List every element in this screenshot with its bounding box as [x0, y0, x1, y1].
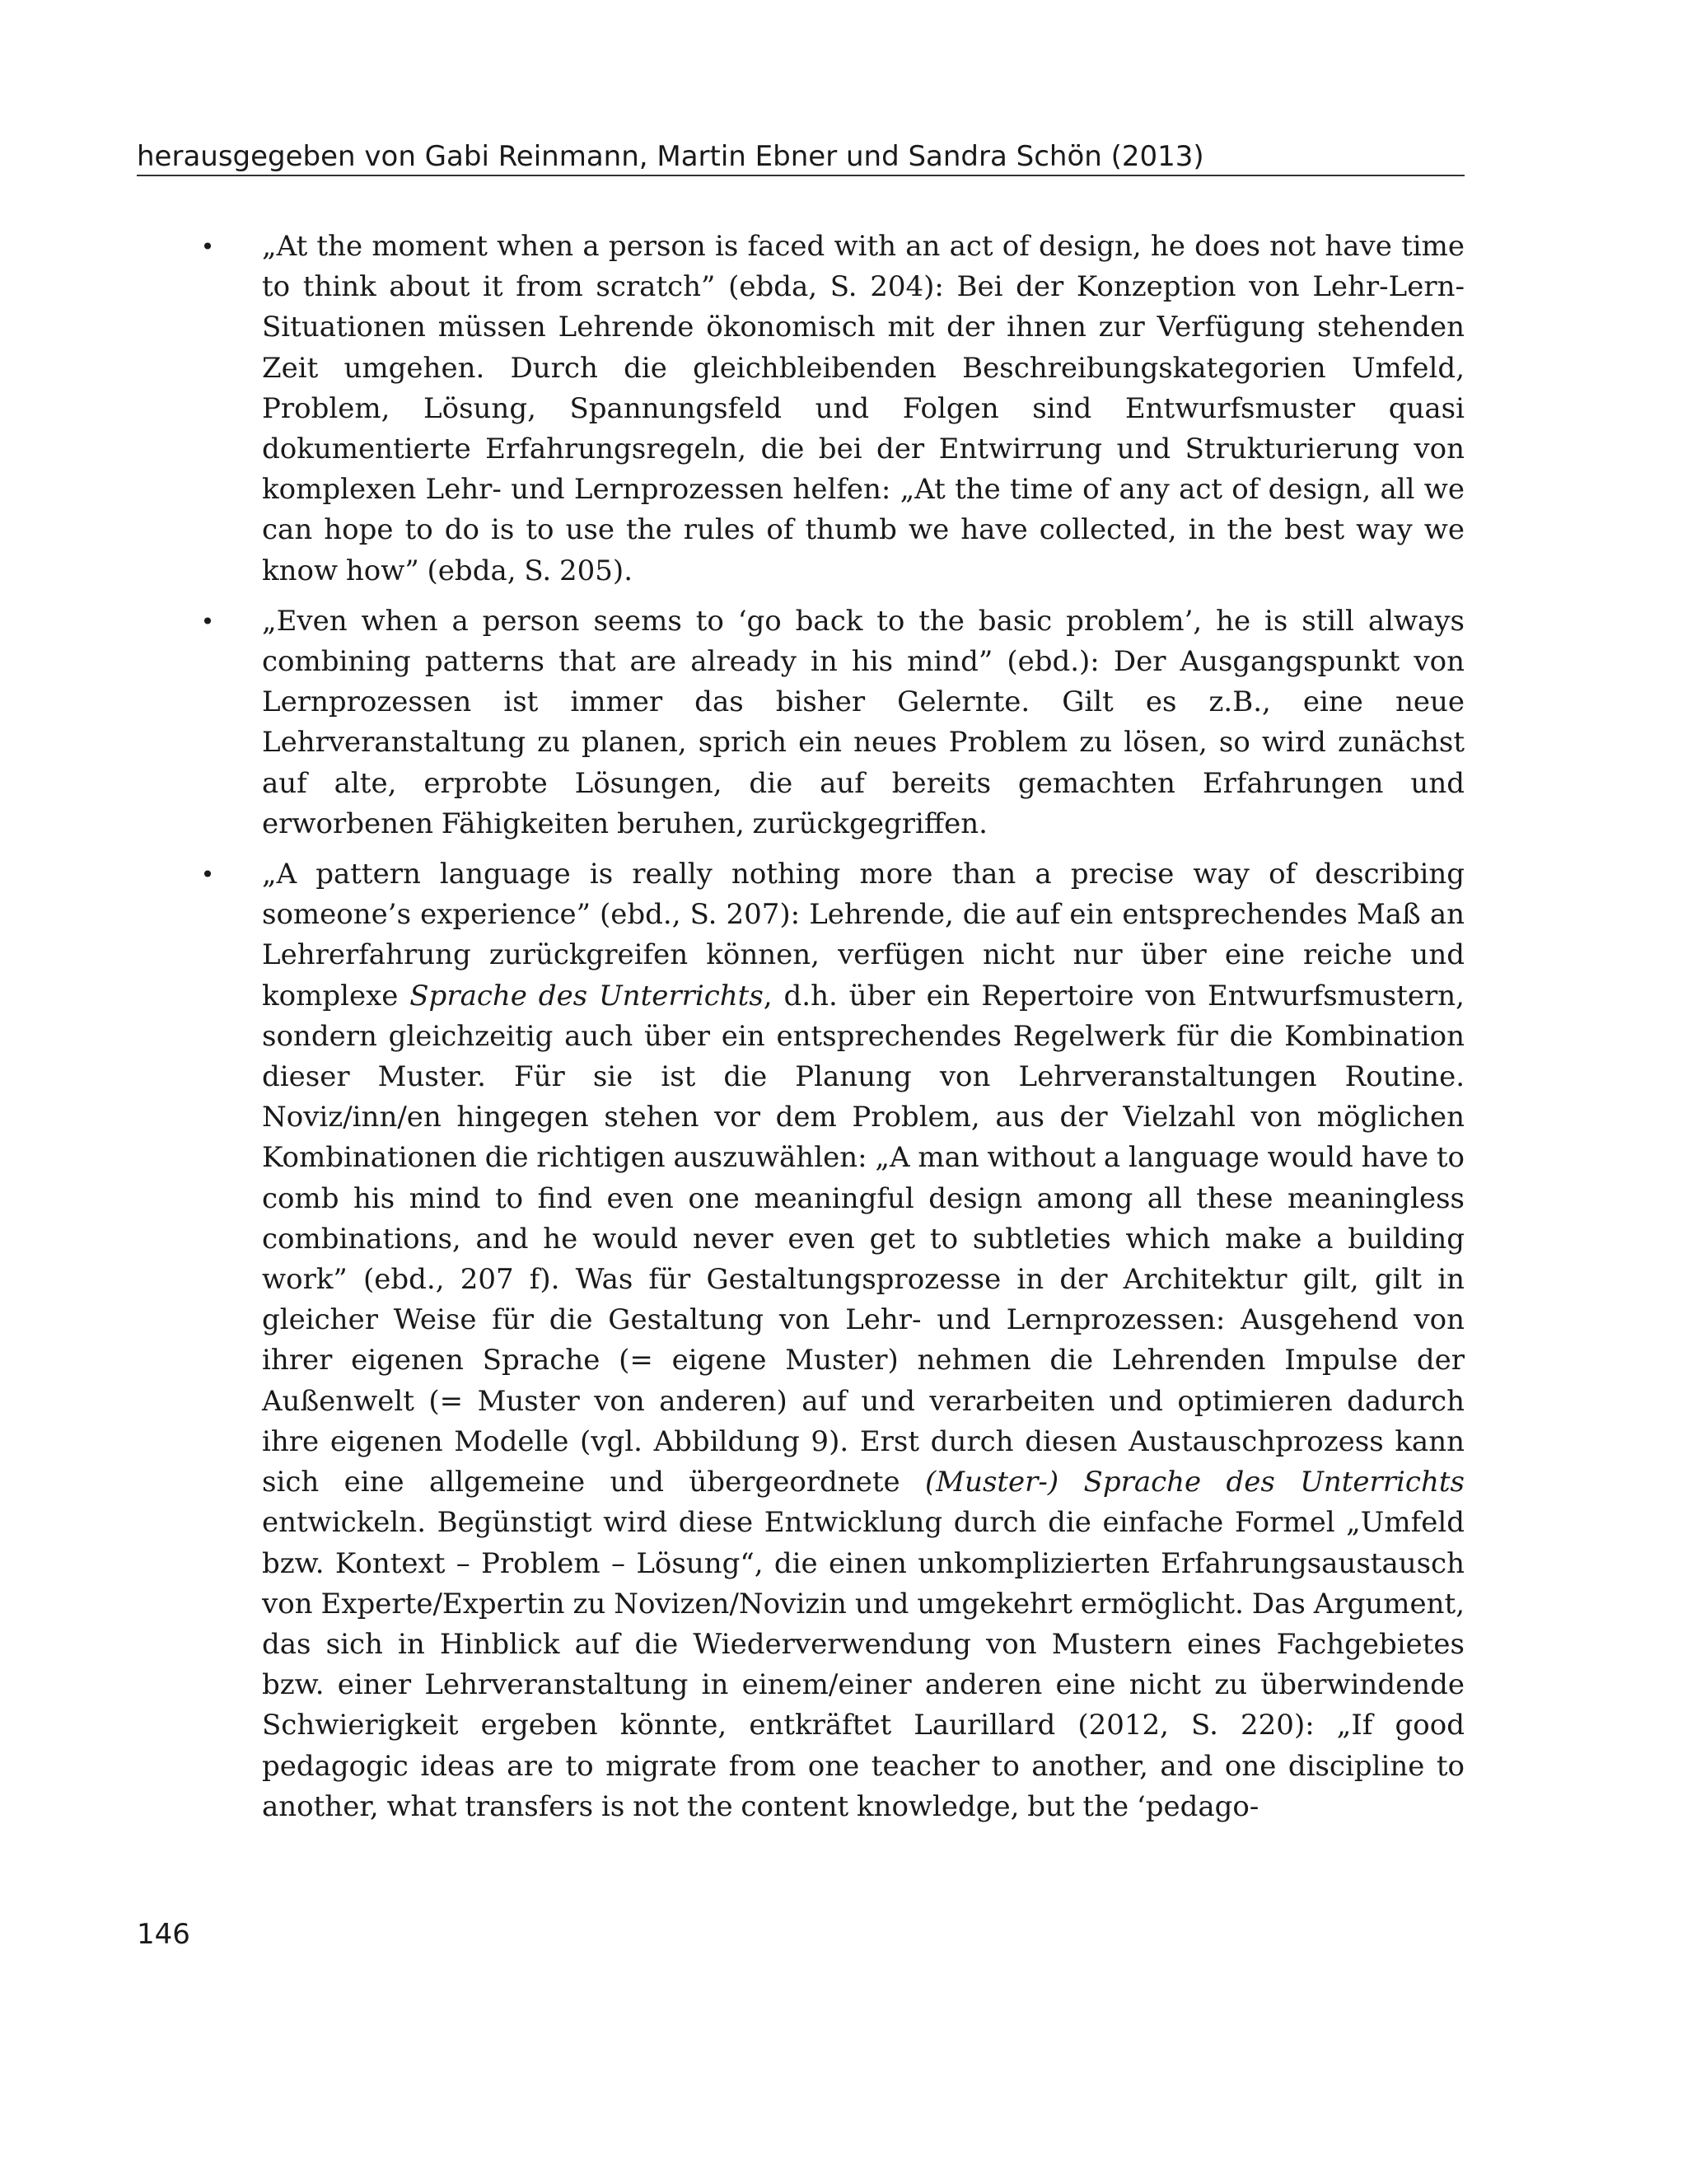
page-number: 146	[137, 1918, 190, 1951]
bullet-text: „Even when a person seems to ‘go back to the basic problem’, he is still always combining patterns that are already in his mind” (ebd.): Der Ausgangspunkt von Lernprozessen ist immer das bisher Gelernte. Gilt es z.B., eine neue Lehrveranstaltung zu planen, sprich ein neues Problem zu lösen, so wird zunächst auf alte, erprobte Lösungen, die auf bereits gemachten Erfahrungen und erworbenen Fähigkeiten beruhen, zurückgegriffen.	[262, 604, 1465, 840]
bullet-text-segment: entwickeln. Begünstigt wird diese Entwicklung durch die einfache Formel „Umfeld bzw. Kontext – Problem – Lösung“, die einen unkomplizierten Erfahrungsaustausch von Experte/Expertin zu Novizen/Novizin und umgekehrt ermöglicht. Das Argument, das sich in Hinblick auf die Wiederverwendung von Mustern eines Fachgebietes bzw. einer Lehrveranstaltung in einem/einer anderen eine nicht zu überwindende Schwierigkeit ergeben könnte, entkräftet Laurillard (2012, S. 220): „If good pedagogic ideas are to migrate from one teacher to another, and one discipline to another, what transfers is not the content knowledge, but the ‘pedago-	[262, 1506, 1465, 1823]
bullet-text-segment: , d.h. über ein Repertoire von Entwurfsmustern, sondern gleichzeitig auch über ein entsprechendes Regelwerk für die Kombination dieser Muster. Für sie ist die Planung von Lehrveranstaltungen Routine. Noviz/inn/en hingegen stehen vor dem Problem, aus der Vielzahl von möglichen Kombinationen die richtigen auszuwählen: „A man without a language would have to comb his mind to find even one meaningful design among all these meaningless combinations, and he would never even get to subtleties which make a building work” (ebd., 207 f). Was für Gestaltungsprozesse in der Architektur gilt, gilt in gleicher Weise für die Gestaltung von Lehr- und Lernprozessen: Ausgehend von ihrer eigenen Sprache (= eigene Muster) nehmen die Lehrenden Impulse der Außenwelt (= Muster von anderen) auf und verarbeiten und optimieren dadurch ihre eigenen Modelle (vgl. Abbildung 9). Erst durch diesen Austauschprozess kann sich eine allgemeine und übergeordnete	[262, 979, 1465, 1499]
bullet-item-3	[137, 854, 1465, 1827]
bullet-text: „At the moment when a person is faced with an act of design, he does not have time to think about it from scratch” (ebda, S. 204): Bei der Konzeption von Lehr-Lern-Situationen müssen Lehrende ökonomisch mit der ihnen zur Verfügung stehenden Zeit umgehen. Durch die gleichbleibenden Beschreibungskategorien Umfeld, Problem, Lösung, Spannungsfeld und Folgen sind Entwurfsmuster quasi dokumentierte Erfahrungsregeln, die bei der Entwirrung und Strukturierung von komplexen Lehr- und Lernprozessen helfen: „At the time of any act of design, all we can hope to do is to use the rules of thumb we have collected, in the best way we know how” (ebda, S. 205).	[262, 230, 1465, 587]
bullet-icon: •	[200, 861, 215, 889]
header-rule	[137, 175, 1465, 176]
italic-term: (Muster-) Sprache des Unterrichts	[924, 1466, 1465, 1499]
bullet-icon: •	[200, 607, 215, 635]
bullet-text-segment: „A pattern language is really nothing more than a precise way of describing someone’s experience” (ebd., S. 207): Lehrende, die auf ein entsprechendes Maß an Lehrerfahrung zurückgreifen können, verfügen nicht nur über eine reiche und komplexe	[262, 858, 1465, 1012]
bullet-item-2	[137, 601, 1465, 844]
bullet-icon: •	[200, 233, 215, 260]
bullet-item-1	[137, 227, 1465, 592]
page-body	[137, 227, 1465, 1837]
bullet-text	[262, 854, 1465, 1827]
running-header: herausgegeben von Gabi Reinmann, Martin Ebner und Sandra Schön (2013)	[137, 140, 1204, 173]
italic-term: Sprache des Unterrichts	[409, 979, 764, 1012]
